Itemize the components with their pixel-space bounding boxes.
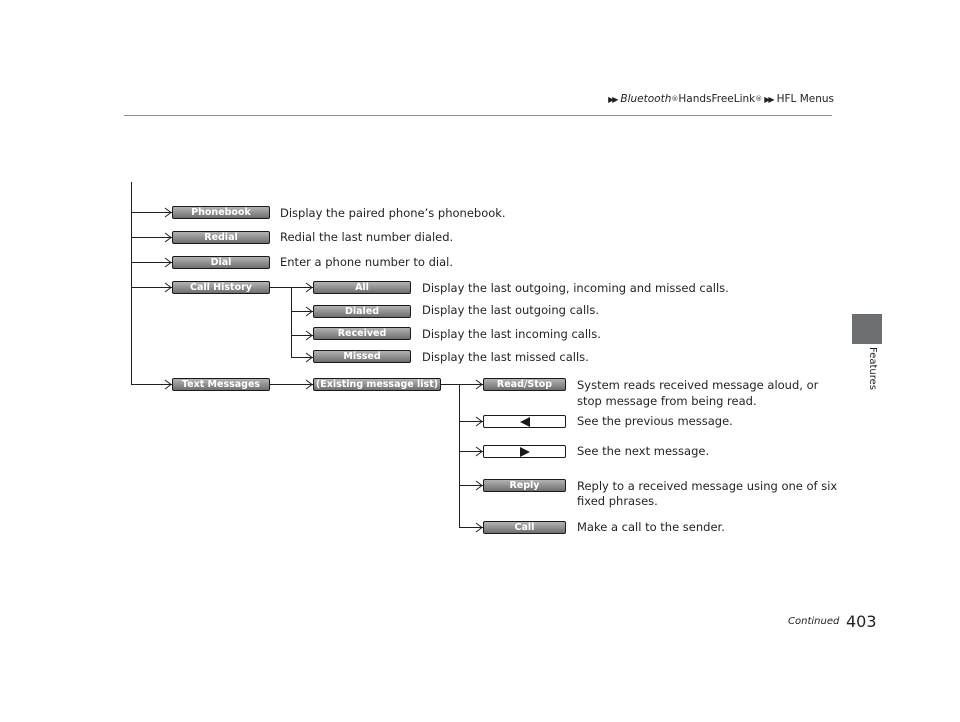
phonebook-button[interactable]: Phonebook [172,206,270,219]
dial-description: Enter a phone number to dial. [280,255,453,269]
call-history-dialed-button[interactable]: Dialed [313,305,411,318]
redial-button[interactable]: Redial [172,231,270,244]
previous-message-description: See the previous message. [577,414,733,428]
call-sender-button[interactable]: Call [483,521,566,534]
existing-message-list[interactable]: (Existing message list) [313,378,441,391]
triangle-right-icon [520,447,530,457]
dial-button[interactable]: Dial [172,256,270,269]
continued-label: Continued [788,616,840,627]
breadcrumb-current: HFL Menus [776,93,834,105]
call-history-button[interactable]: Call History [172,281,270,294]
call-history-missed-description: Display the last missed calls. [422,350,589,364]
reply-button[interactable]: Reply [483,479,566,492]
breadcrumb-part: HandsFreeLink [678,93,756,105]
text-messages-button[interactable]: Text Messages [172,378,270,391]
registered-mark: ® [755,95,763,103]
breadcrumb-arrow-icon: ▶▶ [764,94,773,104]
next-message-description: See the next message. [577,444,710,458]
call-history-missed-button[interactable]: Missed [313,350,411,363]
reply-description-line2: fixed phrases. [577,494,658,508]
call-sender-description: Make a call to the sender. [577,520,725,534]
read-stop-button[interactable]: Read/Stop [483,378,566,391]
call-history-all-description: Display the last outgoing, incoming and missed calls. [422,281,729,295]
call-history-received-description: Display the last incoming calls. [422,327,601,341]
previous-message-button[interactable] [483,415,566,428]
registered-mark: ® [671,95,679,103]
breadcrumb-brand: Bluetooth [620,93,672,105]
phonebook-description: Display the paired phone’s phonebook. [280,206,506,220]
call-history-received-button[interactable]: Received [313,327,411,340]
breadcrumb-arrow-icon: ▶▶ [608,94,617,104]
call-history-dialed-description: Display the last outgoing calls. [422,303,599,317]
triangle-left-icon [520,417,530,427]
section-tab-label: Features [867,347,878,390]
call-history-all-button[interactable]: All [313,281,411,294]
page-number: 403 [846,612,877,631]
next-message-button[interactable] [483,445,566,458]
read-stop-description-line2: stop message from being read. [577,394,757,408]
redial-description: Redial the last number dialed. [280,230,454,244]
read-stop-description-line1: System reads received message aloud, or [577,378,819,392]
reply-description-line1: Reply to a received message using one of six [577,479,838,493]
